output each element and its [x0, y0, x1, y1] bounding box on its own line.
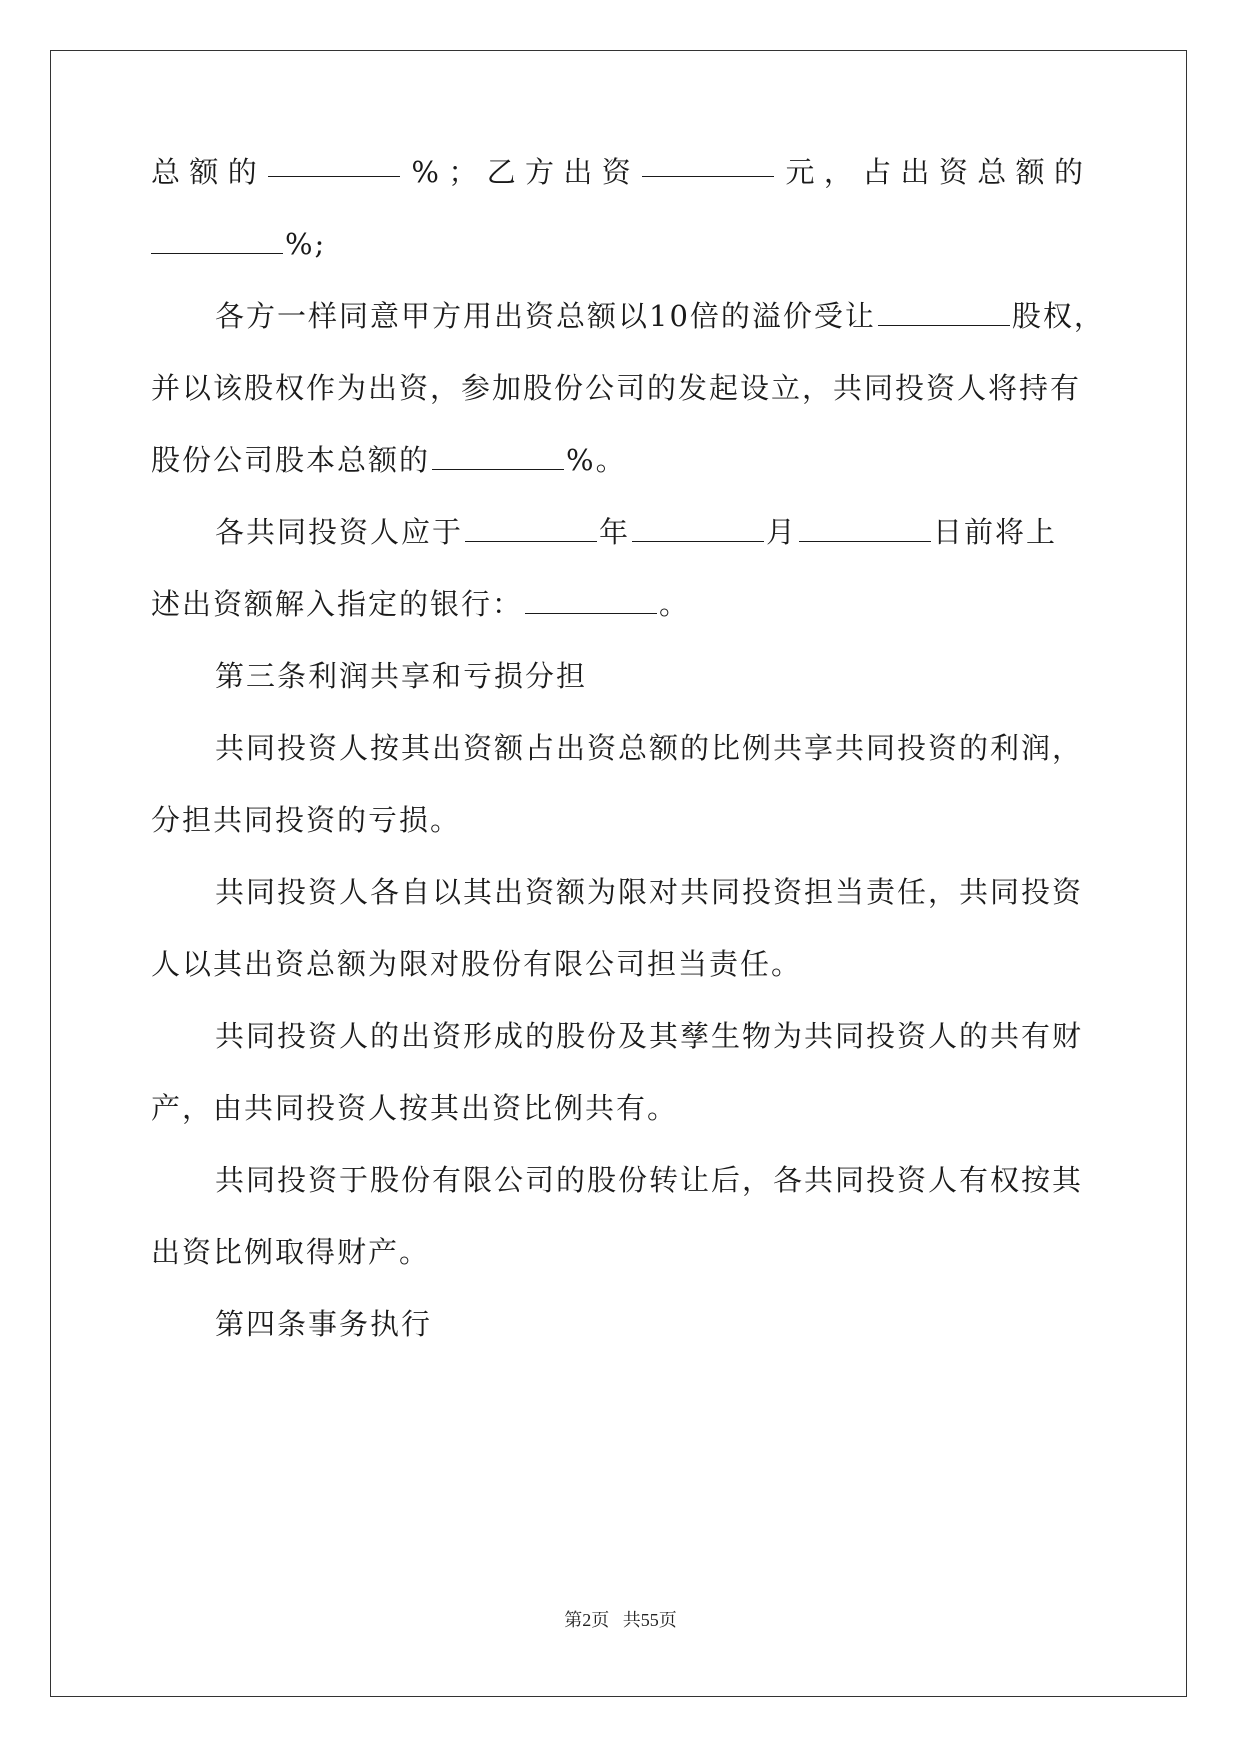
section-heading: 第三条利润共享和亏损分担 — [215, 659, 588, 693]
text-line-1 — [151, 154, 1083, 190]
char: 额 — [189, 155, 219, 189]
char: ， — [823, 155, 853, 189]
char: 资 — [601, 155, 631, 189]
char: 元 — [785, 155, 815, 189]
text-segment: 股份公司股本总额的 — [151, 443, 431, 477]
paragraph-line — [151, 586, 690, 622]
paragraph-line — [215, 514, 1057, 550]
paragraph-line: 并以该股权作为出资，参加股份公司的发起设立，共同投资人将持有 — [151, 371, 1082, 405]
char: ； — [448, 155, 478, 189]
text-segment: 。 — [659, 587, 691, 621]
text-line-2 — [151, 226, 326, 262]
char: 额 — [1015, 155, 1045, 189]
footer-text: 第 — [564, 1610, 583, 1630]
fill-in-blank — [465, 519, 597, 542]
fill-in-blank — [642, 154, 774, 177]
paragraph-line — [215, 298, 1105, 334]
total-pages: 55 — [640, 1610, 659, 1630]
fill-in-blank — [878, 303, 1010, 326]
text-segment: 日前将上 — [933, 515, 1058, 549]
footer-text: 页 — [658, 1610, 677, 1630]
text-segment: 各共同投资人应于 — [215, 515, 464, 549]
text-segment: 股权， — [1011, 299, 1105, 333]
char: 的 — [1053, 155, 1083, 189]
paragraph-line: 共同投资于股份有限公司的股份转让后，各共同投资人有权按其 — [215, 1163, 1084, 1197]
text-segment: %; — [285, 227, 327, 261]
text-segment: 月 — [766, 515, 798, 549]
footer-text: 共 — [622, 1610, 641, 1630]
paragraph-line — [151, 442, 627, 478]
paragraph-line: 共同投资人的出资形成的股份及其孳生物为共同投资人的共有财 — [215, 1019, 1084, 1053]
fill-in-blank — [799, 519, 931, 542]
fill-in-blank — [525, 591, 657, 614]
paragraph-line: 共同投资人按其出资额占出资总额的比例共享共同投资的利润， — [215, 731, 1084, 765]
text-segment: %。 — [566, 443, 627, 477]
char: 出 — [563, 155, 593, 189]
char: 资 — [938, 155, 968, 189]
paragraph-line: 人以其出资总额为限对股份有限公司担当责任。 — [151, 947, 803, 981]
footer-text: 页 — [591, 1610, 610, 1630]
page-number: 2 — [582, 1610, 592, 1630]
char: 总 — [151, 155, 181, 189]
text-segment: 年 — [599, 515, 631, 549]
char: 出 — [900, 155, 930, 189]
text-segment: 各方一样同意甲方用出资总额以10倍的溢价受让 — [215, 299, 876, 333]
fill-in-blank — [268, 154, 400, 177]
char: 方 — [525, 155, 555, 189]
section-heading: 第四条事务执行 — [215, 1307, 433, 1341]
fill-in-blank — [151, 231, 283, 254]
paragraph-line: 分担共同投资的亏损。 — [151, 803, 462, 837]
fill-in-blank — [632, 519, 764, 542]
paragraph-line: 出资比例取得财产。 — [151, 1235, 431, 1269]
char: 占 — [862, 155, 892, 189]
text-segment: 述出资额解入指定的银行： — [151, 587, 524, 621]
char: 的 — [227, 155, 257, 189]
char: % — [411, 155, 439, 189]
paragraph-line: 共同投资人各自以其出资额为限对共同投资担当责任，共同投资 — [215, 875, 1084, 909]
paragraph-line: 产，由共同投资人按其出资比例共有。 — [151, 1091, 679, 1125]
page-footer — [0, 1606, 1241, 1632]
fill-in-blank — [432, 447, 564, 470]
char: 乙 — [486, 155, 516, 189]
char: 总 — [977, 155, 1007, 189]
